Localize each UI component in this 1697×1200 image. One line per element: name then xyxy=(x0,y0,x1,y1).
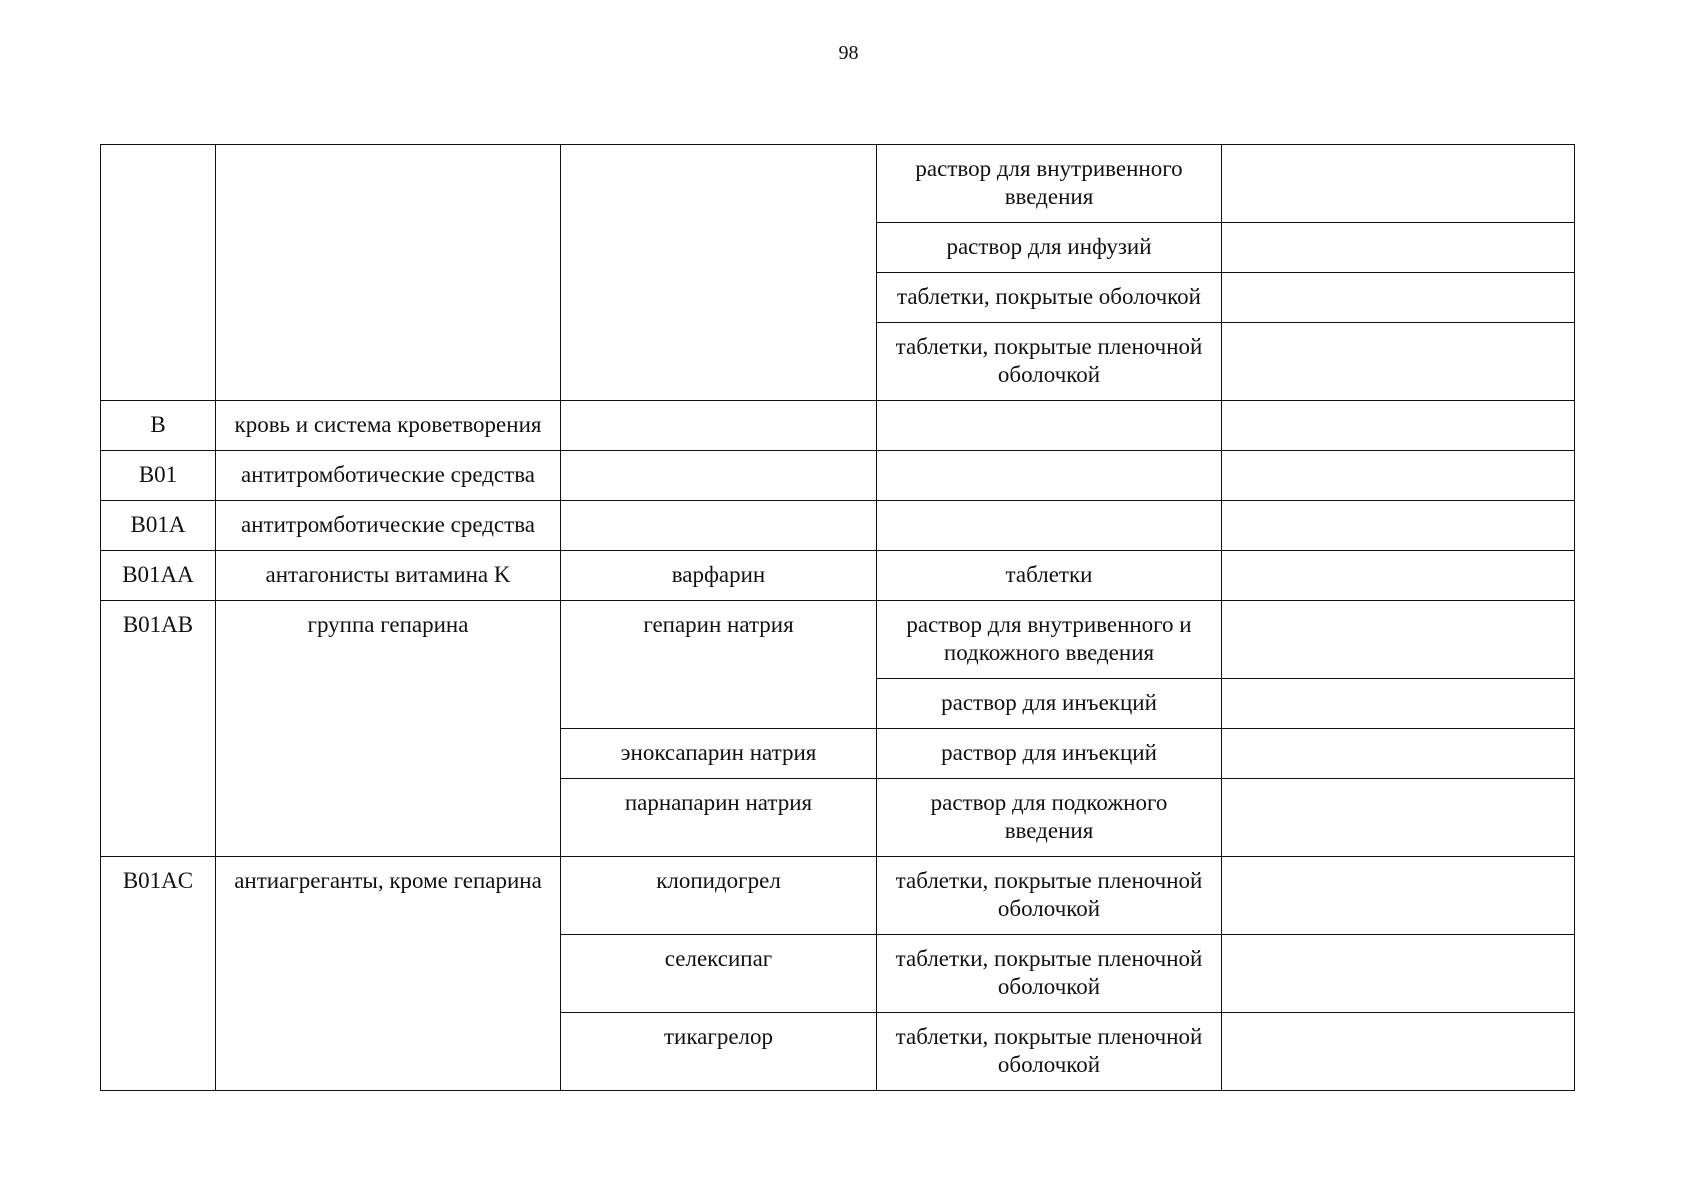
atc-code-cell: B xyxy=(101,401,216,451)
note-cell xyxy=(1222,401,1575,451)
note-cell xyxy=(1222,501,1575,551)
dosage-form-cell: раствор для инфузий xyxy=(877,223,1222,273)
drug-name-cell xyxy=(561,501,877,551)
note-cell xyxy=(1222,273,1575,323)
drug-name-cell: эноксапарин натрия xyxy=(561,729,877,779)
dosage-form-cell: таблетки, покрытые оболочкой xyxy=(877,273,1222,323)
note-cell xyxy=(1222,857,1575,935)
atc-code-cell xyxy=(101,145,216,401)
note-cell xyxy=(1222,451,1575,501)
table-row xyxy=(101,145,1575,223)
note-cell xyxy=(1222,551,1575,601)
atc-code-cell: B01AA xyxy=(101,551,216,601)
dosage-form-cell: раствор для инъекций xyxy=(877,679,1222,729)
dosage-form-cell xyxy=(877,401,1222,451)
note-cell xyxy=(1222,779,1575,857)
dosage-form-cell: таблетки, покрытые пленочной оболочкой xyxy=(877,1013,1222,1091)
drug-name-cell: варфарин xyxy=(561,551,877,601)
table-row xyxy=(101,501,1575,551)
note-cell xyxy=(1222,145,1575,223)
group-name-cell: группа гепарина xyxy=(216,601,561,857)
atc-code-cell: B01 xyxy=(101,451,216,501)
group-name-cell: антагонисты витамина K xyxy=(216,551,561,601)
drug-name-cell: парнапарин натрия xyxy=(561,779,877,857)
group-name-cell: кровь и система кроветворения xyxy=(216,401,561,451)
note-cell xyxy=(1222,729,1575,779)
atc-code-cell: B01AC xyxy=(101,857,216,1091)
atc-code-cell: B01A xyxy=(101,501,216,551)
atc-code-cell: B01AB xyxy=(101,601,216,857)
dosage-form-cell xyxy=(877,501,1222,551)
group-name-cell: антиагреганты, кроме гепарина xyxy=(216,857,561,1091)
table-row xyxy=(101,601,1575,679)
note-cell xyxy=(1222,323,1575,401)
dosage-form-cell: таблетки, покрытые пленочной оболочкой xyxy=(877,935,1222,1013)
drug-name-cell: клопидогрел xyxy=(561,857,877,935)
drug-name-cell: тикагрелор xyxy=(561,1013,877,1091)
dosage-form-cell: раствор для инъекций xyxy=(877,729,1222,779)
drug-name-cell: гепарин натрия xyxy=(561,601,877,729)
drug-name-cell: селексипаг xyxy=(561,935,877,1013)
table-row xyxy=(101,857,1575,935)
drug-table xyxy=(100,144,1575,1091)
group-name-cell: антитромботические средства xyxy=(216,451,561,501)
drug-name-cell xyxy=(561,145,877,401)
group-name-cell: антитромботические средства xyxy=(216,501,561,551)
dosage-form-cell: раствор для подкожного введения xyxy=(877,779,1222,857)
note-cell xyxy=(1222,223,1575,273)
dosage-form-cell xyxy=(877,451,1222,501)
dosage-form-cell: раствор для внутривенного введения xyxy=(877,145,1222,223)
table-row xyxy=(101,401,1575,451)
note-cell xyxy=(1222,935,1575,1013)
note-cell xyxy=(1222,601,1575,679)
note-cell xyxy=(1222,679,1575,729)
dosage-form-cell: таблетки, покрытые пленочной оболочкой xyxy=(877,857,1222,935)
drug-name-cell xyxy=(561,401,877,451)
page-number: 98 xyxy=(838,42,859,64)
dosage-form-cell: таблетки xyxy=(877,551,1222,601)
group-name-cell xyxy=(216,145,561,401)
table-row xyxy=(101,451,1575,501)
drug-name-cell xyxy=(561,451,877,501)
table-row xyxy=(101,551,1575,601)
dosage-form-cell: раствор для внутривенного и подкожного введения xyxy=(877,601,1222,679)
note-cell xyxy=(1222,1013,1575,1091)
dosage-form-cell: таблетки, покрытые пленочной оболочкой xyxy=(877,323,1222,401)
